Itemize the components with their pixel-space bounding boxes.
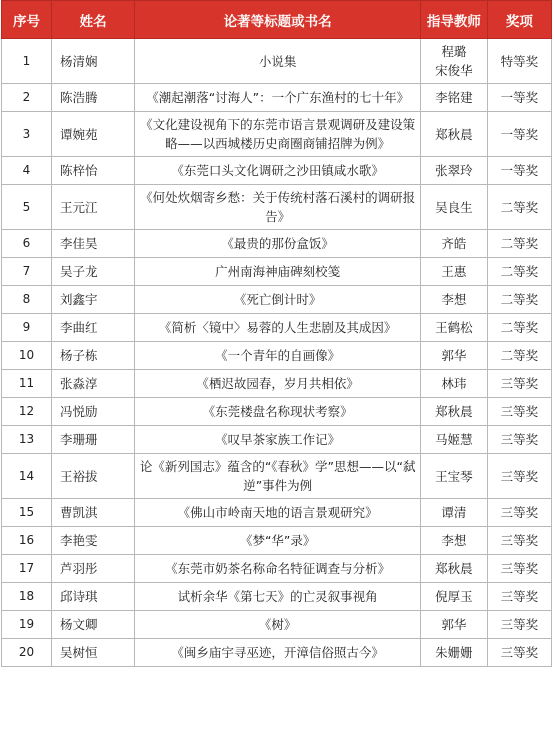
teacher-name: 郭华 <box>441 348 467 363</box>
cell-no: 3 <box>2 112 52 157</box>
cell-title: 《闽乡庙宇寻巫迹，开漳信俗照古今》 <box>135 639 421 667</box>
cell-award: 二等奖 <box>487 185 551 230</box>
teacher-name: 郑秋晨 <box>435 126 473 142</box>
cell-teacher <box>421 611 488 639</box>
cell-no: 1 <box>2 39 52 84</box>
cell-name: 冯悦励 <box>52 398 135 426</box>
teacher-name: 李想 <box>441 292 467 307</box>
teacher-name: 李想 <box>441 533 467 548</box>
table-row <box>2 527 552 555</box>
table-row <box>2 39 552 84</box>
cell-award: 三等奖 <box>487 398 551 426</box>
cell-no: 15 <box>2 499 52 527</box>
table-row <box>2 611 552 639</box>
cell-no: 9 <box>2 314 52 342</box>
cell-name: 陈梓怡 <box>52 157 135 185</box>
cell-teacher <box>421 398 488 426</box>
cell-title: 《东莞楼盘名称现状考察》 <box>135 398 421 426</box>
cell-name: 陈浩腾 <box>52 84 135 112</box>
header-award: 奖项 <box>487 1 551 39</box>
cell-teacher <box>421 258 488 286</box>
teacher-name: 马姬慧 <box>435 432 473 447</box>
cell-teacher <box>421 639 488 667</box>
cell-award: 特等奖 <box>487 39 551 84</box>
teacher-name: 齐皓 <box>441 236 467 251</box>
cell-title: 《东莞市奶茶名称命名特征调查与分析》 <box>135 555 421 583</box>
cell-no: 10 <box>2 342 52 370</box>
cell-teacher <box>421 370 488 398</box>
cell-award: 三等奖 <box>487 454 551 499</box>
cell-award: 二等奖 <box>487 342 551 370</box>
teacher-name: 倪厚玉 <box>435 589 473 604</box>
cell-title: 小说集 <box>135 39 421 84</box>
cell-name: 吴树恒 <box>52 639 135 667</box>
table-row <box>2 84 552 112</box>
cell-name: 邱诗琪 <box>52 583 135 611</box>
cell-no: 17 <box>2 555 52 583</box>
teacher-name: 吴良生 <box>435 199 473 215</box>
table-row <box>2 426 552 454</box>
cell-no: 7 <box>2 258 52 286</box>
cell-name: 杨子栋 <box>52 342 135 370</box>
cell-no: 5 <box>2 185 52 230</box>
cell-award: 二等奖 <box>487 230 551 258</box>
teacher-name: 朱姗姗 <box>435 645 473 660</box>
header-title: 论著等标题或书名 <box>135 1 421 39</box>
cell-award: 三等奖 <box>487 499 551 527</box>
table-row <box>2 314 552 342</box>
teacher-name: 宋俊华 <box>435 63 473 78</box>
table-row <box>2 185 552 230</box>
cell-title: 《栖迟故园春，岁月共相依》 <box>135 370 421 398</box>
cell-name: 刘鑫宇 <box>52 286 135 314</box>
cell-award: 三等奖 <box>487 583 551 611</box>
cell-name: 王裕拔 <box>52 454 135 499</box>
cell-teacher <box>421 230 488 258</box>
cell-no: 11 <box>2 370 52 398</box>
cell-award: 一等奖 <box>487 157 551 185</box>
cell-no: 2 <box>2 84 52 112</box>
cell-title: 《东莞口头文化调研之沙田镇咸水歌》 <box>135 157 421 185</box>
cell-award: 二等奖 <box>487 314 551 342</box>
cell-name: 芦羽彤 <box>52 555 135 583</box>
cell-no: 20 <box>2 639 52 667</box>
cell-teacher <box>421 314 488 342</box>
cell-no: 4 <box>2 157 52 185</box>
table-body <box>2 39 552 667</box>
cell-no: 13 <box>2 426 52 454</box>
table-row <box>2 258 552 286</box>
table-row <box>2 555 552 583</box>
table-row <box>2 157 552 185</box>
teacher-name: 王惠 <box>441 264 467 279</box>
cell-teacher <box>421 157 488 185</box>
cell-name: 谭婉苑 <box>52 112 135 157</box>
header-teacher: 指导教师 <box>421 1 488 39</box>
awards-table <box>1 0 552 667</box>
cell-no: 18 <box>2 583 52 611</box>
cell-teacher <box>421 185 488 230</box>
teacher-name: 王鹤松 <box>435 320 473 335</box>
cell-teacher <box>421 499 488 527</box>
table-row <box>2 112 552 157</box>
table-row <box>2 583 552 611</box>
cell-title: 《叹早茶家族工作记》 <box>135 426 421 454</box>
cell-teacher <box>421 555 488 583</box>
header-name: 姓名 <box>52 1 135 39</box>
teacher-name: 李铭建 <box>435 90 473 105</box>
teacher-name: 郭华 <box>441 617 467 632</box>
cell-teacher <box>421 454 488 499</box>
cell-title: 《梦“华”录》 <box>135 527 421 555</box>
cell-teacher <box>421 527 488 555</box>
teacher-name: 林玮 <box>441 376 467 391</box>
cell-no: 16 <box>2 527 52 555</box>
cell-name: 王元江 <box>52 185 135 230</box>
teacher-name: 郑秋晨 <box>435 561 473 576</box>
cell-name: 曹凯淇 <box>52 499 135 527</box>
teacher-name: 程璐 <box>441 44 467 59</box>
table-row <box>2 398 552 426</box>
cell-title: 《何处炊烟寄乡愁：关于传统村落石溪村的调研报告》 <box>135 185 421 230</box>
cell-title: 《简析〈镜中〉易蓉的人生悲剧及其成因》 <box>135 314 421 342</box>
cell-teacher <box>421 342 488 370</box>
teacher-name: 王宝琴 <box>435 468 473 484</box>
cell-no: 14 <box>2 454 52 499</box>
cell-award: 三等奖 <box>487 611 551 639</box>
table-row <box>2 342 552 370</box>
teacher-name: 郑秋晨 <box>435 404 473 419</box>
cell-title: 论《新列国志》蕴含的“《春秋》学”思想——以“弑逆”事件为例 <box>135 454 421 499</box>
cell-title: 《死亡倒计时》 <box>135 286 421 314</box>
cell-award: 三等奖 <box>487 426 551 454</box>
header-no: 序号 <box>2 1 52 39</box>
table-header-row <box>2 1 552 39</box>
table-row <box>2 454 552 499</box>
cell-award: 二等奖 <box>487 286 551 314</box>
cell-title: 《文化建设视角下的东莞市语言景观调研及建设策略——以西城楼历史商圈商铺招牌为例》 <box>135 112 421 157</box>
cell-title: 《潮起潮落“讨海人”：一个广东渔村的七十年》 <box>135 84 421 112</box>
cell-no: 6 <box>2 230 52 258</box>
cell-name: 李曲红 <box>52 314 135 342</box>
cell-title: 《一个青年的自画像》 <box>135 342 421 370</box>
cell-award: 三等奖 <box>487 527 551 555</box>
teacher-name: 谭清 <box>441 505 467 520</box>
cell-name: 李珊珊 <box>52 426 135 454</box>
cell-title: 《树》 <box>135 611 421 639</box>
cell-name: 李艳雯 <box>52 527 135 555</box>
cell-name: 杨文卿 <box>52 611 135 639</box>
cell-teacher <box>421 583 488 611</box>
table-row <box>2 230 552 258</box>
cell-award: 三等奖 <box>487 639 551 667</box>
cell-teacher <box>421 112 488 157</box>
cell-name: 张淼淳 <box>52 370 135 398</box>
cell-no: 19 <box>2 611 52 639</box>
cell-teacher <box>421 286 488 314</box>
cell-title: 试析余华《第七天》的亡灵叙事视角 <box>135 583 421 611</box>
table-row <box>2 499 552 527</box>
table-row <box>2 286 552 314</box>
cell-title: 《佛山市岭南天地的语言景观研究》 <box>135 499 421 527</box>
cell-teacher <box>421 39 488 84</box>
table-row <box>2 639 552 667</box>
cell-award: 三等奖 <box>487 370 551 398</box>
cell-title: 《最贵的那份盒饭》 <box>135 230 421 258</box>
cell-name: 吴子龙 <box>52 258 135 286</box>
teacher-name: 张翠玲 <box>435 163 473 178</box>
cell-no: 8 <box>2 286 52 314</box>
cell-no: 12 <box>2 398 52 426</box>
cell-award: 一等奖 <box>487 84 551 112</box>
cell-award: 一等奖 <box>487 112 551 157</box>
cell-award: 三等奖 <box>487 555 551 583</box>
table-row <box>2 370 552 398</box>
cell-name: 李佳昊 <box>52 230 135 258</box>
cell-teacher <box>421 84 488 112</box>
cell-title: 广州南海神庙碑刻校笺 <box>135 258 421 286</box>
cell-name: 杨清娴 <box>52 39 135 84</box>
cell-teacher <box>421 426 488 454</box>
cell-award: 二等奖 <box>487 258 551 286</box>
